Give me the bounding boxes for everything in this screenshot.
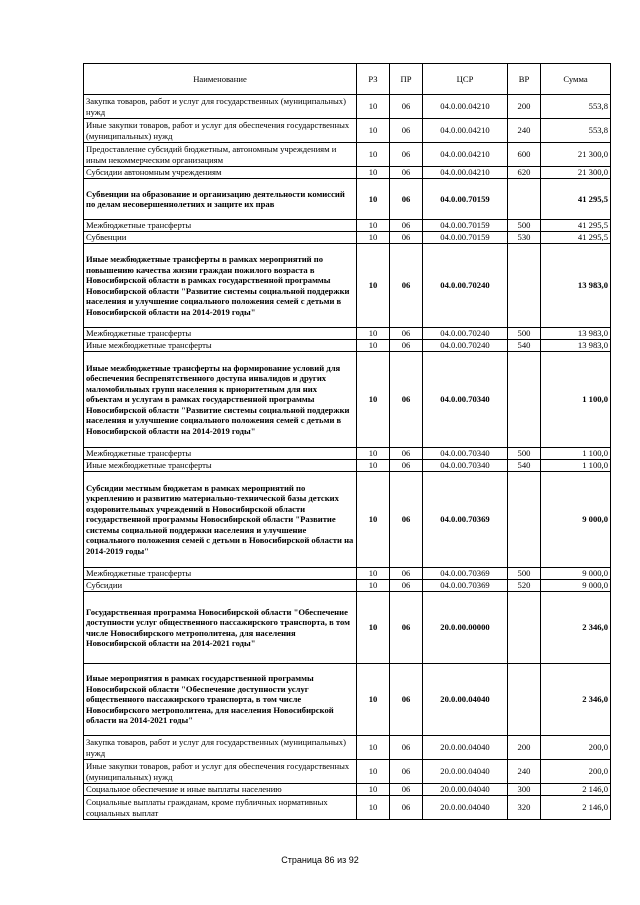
cell-sum: 41 295,5 (541, 232, 611, 244)
cell-rz: 10 (357, 448, 390, 460)
cell-sum: 200,0 (541, 736, 611, 760)
cell-rz: 10 (357, 736, 390, 760)
cell-rz: 10 (357, 167, 390, 179)
cell-csr: 20.0.00.04040 (423, 664, 508, 736)
table-row (84, 580, 611, 592)
cell-rz: 10 (357, 592, 390, 664)
cell-name: Социальные выплаты гражданам, кроме публичных нормативных социальных выплат (84, 796, 357, 820)
cell-vr: 500 (508, 448, 541, 460)
cell-rz: 10 (357, 568, 390, 580)
cell-pr: 06 (390, 95, 423, 119)
cell-vr: 500 (508, 568, 541, 580)
cell-csr: 04.0.00.70340 (423, 448, 508, 460)
header-vr: ВР (508, 64, 541, 95)
cell-sum: 21 300,0 (541, 167, 611, 179)
cell-name: Субвенции на образование и организацию деятельности комиссий по делам несовершеннолетних и защите их прав (84, 179, 357, 220)
budget-table-container (83, 63, 610, 820)
cell-name: Иные межбюджетные трансферты на формирование условий для обеспечения беспрепятственного доступа инвалидов и других маломобильных групп населения к приоритетным для них объектам и услугам в рамках государственной программы Новосибирской области "Развитие системы социальной поддержки населения и улучшение социального положения семей с детьми в Новосибирской области на 2014-2019 годы" (84, 352, 357, 448)
cell-sum: 41 295,5 (541, 220, 611, 232)
cell-rz: 10 (357, 95, 390, 119)
cell-vr: 600 (508, 143, 541, 167)
cell-sum: 1 100,0 (541, 448, 611, 460)
table-row (84, 143, 611, 167)
cell-csr: 20.0.00.00000 (423, 592, 508, 664)
cell-rz: 10 (357, 664, 390, 736)
cell-name: Государственная программа Новосибирской области "Обеспечение доступности услуг общественного пассажирского транспорта, в том числе Новосибирского метрополитена, для населения Новосибирской области на 2014-2021 годы" (84, 592, 357, 664)
cell-name: Иные мероприятия в рамках государственной программы Новосибирской области "Обеспечение доступности услуг общественного пассажирского транспорта, в том числе Новосибирского метрополитена, для населения Новосибирской области на 2014-2021 годы" (84, 664, 357, 736)
table-row (84, 568, 611, 580)
cell-pr: 06 (390, 340, 423, 352)
table-row (84, 796, 611, 820)
cell-pr: 06 (390, 580, 423, 592)
cell-pr: 06 (390, 119, 423, 143)
cell-csr: 04.0.00.70240 (423, 340, 508, 352)
table-row (84, 95, 611, 119)
cell-csr: 20.0.00.04040 (423, 736, 508, 760)
cell-csr: 20.0.00.04040 (423, 784, 508, 796)
cell-pr: 06 (390, 784, 423, 796)
cell-vr (508, 179, 541, 220)
header-csr: ЦСР (423, 64, 508, 95)
cell-name: Закупка товаров, работ и услуг для государственных (муниципальных) нужд (84, 736, 357, 760)
cell-vr: 200 (508, 95, 541, 119)
cell-pr: 06 (390, 179, 423, 220)
cell-name: Межбюджетные трансферты (84, 448, 357, 460)
cell-pr: 06 (390, 244, 423, 328)
budget-table (83, 63, 611, 820)
cell-sum: 13 983,0 (541, 340, 611, 352)
cell-vr (508, 592, 541, 664)
table-row (84, 179, 611, 220)
cell-pr: 06 (390, 472, 423, 568)
cell-rz: 10 (357, 119, 390, 143)
cell-csr: 20.0.00.04040 (423, 796, 508, 820)
cell-name: Иные межбюджетные трансферты в рамках мероприятий по повышению качества жизни граждан пожилого возраста в Новосибирской области в рамках государственной программы Новосибирской области "Развитие системы социальной поддержки населения и улучшение социального положения семей с детьми в Новосибирской области на 2014-2019 годы" (84, 244, 357, 328)
cell-name: Межбюджетные трансферты (84, 568, 357, 580)
cell-sum: 200,0 (541, 760, 611, 784)
cell-vr: 200 (508, 736, 541, 760)
table-row (84, 340, 611, 352)
cell-name: Межбюджетные трансферты (84, 220, 357, 232)
cell-sum: 2 146,0 (541, 796, 611, 820)
cell-sum: 1 100,0 (541, 460, 611, 472)
cell-sum: 553,8 (541, 119, 611, 143)
cell-rz: 10 (357, 784, 390, 796)
table-row (84, 664, 611, 736)
cell-csr: 04.0.00.70369 (423, 568, 508, 580)
cell-csr: 04.0.00.70240 (423, 244, 508, 328)
header-pr: ПР (390, 64, 423, 95)
cell-csr: 04.0.00.04210 (423, 119, 508, 143)
cell-vr (508, 472, 541, 568)
cell-sum: 21 300,0 (541, 143, 611, 167)
cell-pr: 06 (390, 220, 423, 232)
cell-csr: 04.0.00.70159 (423, 220, 508, 232)
table-row (84, 592, 611, 664)
cell-pr: 06 (390, 167, 423, 179)
cell-vr: 620 (508, 167, 541, 179)
cell-rz: 10 (357, 580, 390, 592)
cell-rz: 10 (357, 143, 390, 167)
cell-rz: 10 (357, 179, 390, 220)
cell-pr: 06 (390, 568, 423, 580)
cell-vr: 240 (508, 760, 541, 784)
cell-vr: 540 (508, 340, 541, 352)
cell-vr: 300 (508, 784, 541, 796)
cell-rz: 10 (357, 328, 390, 340)
cell-rz: 10 (357, 760, 390, 784)
cell-name: Иные закупки товаров, работ и услуг для обеспечения государственных (муниципальных) нужд (84, 760, 357, 784)
cell-name: Межбюджетные трансферты (84, 328, 357, 340)
header-name: Наименование (84, 64, 357, 95)
cell-pr: 06 (390, 664, 423, 736)
cell-csr: 04.0.00.04210 (423, 143, 508, 167)
cell-sum: 13 983,0 (541, 328, 611, 340)
header-rz: РЗ (357, 64, 390, 95)
cell-csr: 04.0.00.70159 (423, 179, 508, 220)
table-row (84, 119, 611, 143)
cell-vr: 240 (508, 119, 541, 143)
cell-sum: 13 983,0 (541, 244, 611, 328)
table-row (84, 220, 611, 232)
cell-sum: 2 146,0 (541, 784, 611, 796)
cell-sum: 2 346,0 (541, 664, 611, 736)
cell-csr: 04.0.00.70369 (423, 472, 508, 568)
cell-name: Иные межбюджетные трансферты (84, 460, 357, 472)
cell-pr: 06 (390, 760, 423, 784)
cell-pr: 06 (390, 460, 423, 472)
cell-vr (508, 244, 541, 328)
cell-rz: 10 (357, 460, 390, 472)
cell-name: Иные межбюджетные трансферты (84, 340, 357, 352)
cell-csr: 04.0.00.70159 (423, 232, 508, 244)
table-row (84, 472, 611, 568)
cell-rz: 10 (357, 796, 390, 820)
cell-csr: 04.0.00.70340 (423, 352, 508, 448)
cell-rz: 10 (357, 340, 390, 352)
cell-sum: 9 000,0 (541, 568, 611, 580)
cell-vr: 320 (508, 796, 541, 820)
cell-vr: 500 (508, 220, 541, 232)
table-row (84, 736, 611, 760)
cell-csr: 04.0.00.70369 (423, 580, 508, 592)
table-row (84, 352, 611, 448)
cell-vr: 540 (508, 460, 541, 472)
cell-sum: 2 346,0 (541, 592, 611, 664)
cell-csr: 04.0.00.04210 (423, 167, 508, 179)
cell-pr: 06 (390, 736, 423, 760)
header-sum: Сумма (541, 64, 611, 95)
cell-rz: 10 (357, 232, 390, 244)
cell-pr: 06 (390, 448, 423, 460)
cell-name: Предоставление субсидий бюджетным, автономным учреждениям и иным некоммерческим организациям (84, 143, 357, 167)
cell-sum: 553,8 (541, 95, 611, 119)
cell-pr: 06 (390, 232, 423, 244)
cell-vr (508, 664, 541, 736)
cell-name: Субвенции (84, 232, 357, 244)
cell-pr: 06 (390, 352, 423, 448)
cell-sum: 9 000,0 (541, 580, 611, 592)
cell-name: Субсидии автономным учреждениям (84, 167, 357, 179)
table-row (84, 460, 611, 472)
cell-rz: 10 (357, 220, 390, 232)
page-number: Страница 86 из 92 (281, 855, 359, 865)
cell-sum: 9 000,0 (541, 472, 611, 568)
cell-name: Социальное обеспечение и иные выплаты населению (84, 784, 357, 796)
cell-pr: 06 (390, 796, 423, 820)
cell-name: Субсидии местным бюджетам в рамках мероприятий по укреплению и развитию материально-технической базы детских оздоровительных учреждений в Новосибирской области государственной программы Новосибирской области "Развитие системы социальной поддержки населения и улучшение социального положения семей с детьми в Новосибирской области на 2014-2019 годы" (84, 472, 357, 568)
cell-rz: 10 (357, 472, 390, 568)
cell-csr: 04.0.00.70340 (423, 460, 508, 472)
cell-pr: 06 (390, 592, 423, 664)
cell-csr: 20.0.00.04040 (423, 760, 508, 784)
cell-pr: 06 (390, 143, 423, 167)
cell-name: Иные закупки товаров, работ и услуг для обеспечения государственных (муниципальных) нужд (84, 119, 357, 143)
cell-csr: 04.0.00.70240 (423, 328, 508, 340)
cell-vr: 500 (508, 328, 541, 340)
cell-rz: 10 (357, 244, 390, 328)
cell-name: Закупка товаров, работ и услуг для государственных (муниципальных) нужд (84, 95, 357, 119)
cell-vr: 520 (508, 580, 541, 592)
table-row (84, 448, 611, 460)
table-row (84, 784, 611, 796)
cell-vr (508, 352, 541, 448)
cell-pr: 06 (390, 328, 423, 340)
cell-rz: 10 (357, 352, 390, 448)
table-row (84, 167, 611, 179)
table-row (84, 232, 611, 244)
table-header-row (84, 64, 611, 95)
table-row (84, 244, 611, 328)
cell-vr: 530 (508, 232, 541, 244)
cell-sum: 41 295,5 (541, 179, 611, 220)
table-row (84, 328, 611, 340)
cell-csr: 04.0.00.04210 (423, 95, 508, 119)
table-row (84, 760, 611, 784)
cell-name: Субсидии (84, 580, 357, 592)
cell-sum: 1 100,0 (541, 352, 611, 448)
